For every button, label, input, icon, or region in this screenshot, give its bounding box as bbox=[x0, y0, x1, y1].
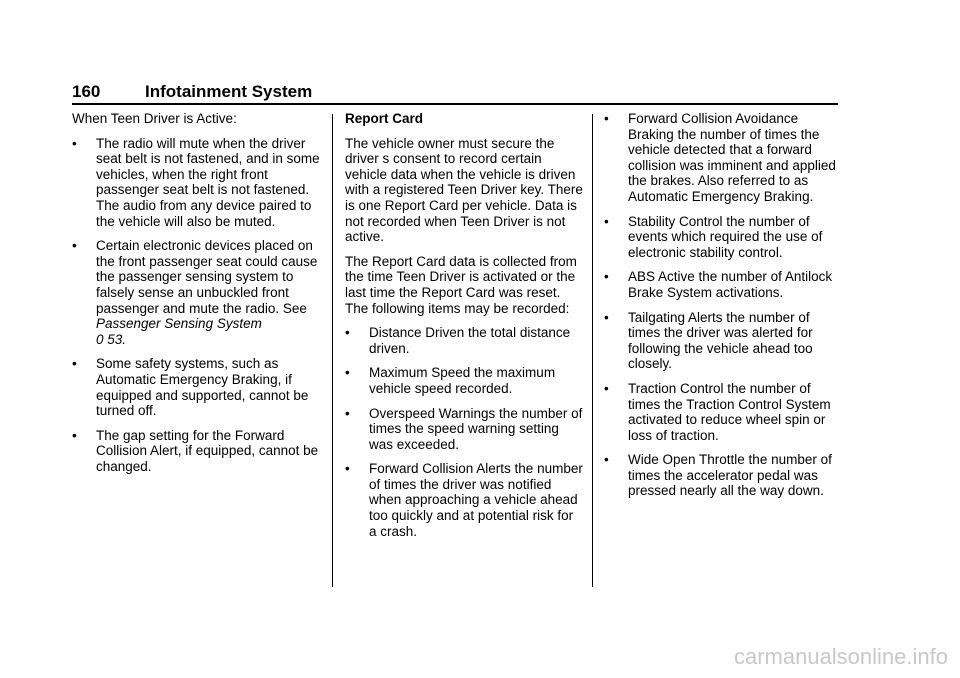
list-item-text: Certain electronic devices placed on the front passenger seat could cause the passenger sensing system to falsely sense an unbuckled front passenger and mute the radio. See bbox=[96, 238, 318, 316]
column-middle bbox=[345, 111, 583, 548]
list-item-text: Forward Collision Avoidance Braking the number of times the vehicle detected that a forward collision was imminent and applied the brakes. Also referred to as Automatic Emergency Braking. bbox=[628, 111, 836, 204]
list-item-text: Traction Control the number of times the Traction Control System activated to reduce wheel spin or loss of traction. bbox=[628, 380, 831, 443]
list-item bbox=[72, 136, 322, 230]
list-item-text: Distance Driven the total distance driven. bbox=[369, 325, 571, 356]
bullet-icon: • bbox=[604, 269, 609, 285]
bullet-icon: • bbox=[604, 309, 609, 325]
list-item bbox=[604, 269, 840, 300]
list-item bbox=[604, 214, 840, 261]
list-item-text: The radio will mute when the driver seat belt is not fastened, and in some vehicles, when the right front passenger seat belt is not fastened. The audio from any device paired to the vehicle will also be muted. bbox=[96, 135, 320, 229]
page-number: 160 bbox=[72, 82, 101, 101]
report-card-heading: Report Card bbox=[345, 111, 424, 126]
reference-link[interactable]: Passenger Sensing System bbox=[96, 316, 262, 332]
column-divider bbox=[332, 114, 333, 587]
column-right bbox=[604, 111, 840, 508]
list-item bbox=[604, 111, 840, 205]
reference-page[interactable]: 0 53. bbox=[96, 331, 127, 347]
paragraph: The vehicle owner must secure the driver s consent to record certain vehicle data when the vehicle is driven with a registered Teen Driver key. There is one Report Card per vehicle. Data is not recorded when Teen Driver is not active. bbox=[345, 135, 583, 245]
list-item bbox=[72, 428, 322, 475]
list-item-text: Wide Open Throttle the number of times the accelerator pedal was pressed nearly all the way down. bbox=[628, 452, 832, 499]
list-item bbox=[72, 356, 322, 418]
list-item-text: Overspeed Warnings the number of times the speed warning setting was exceeded. bbox=[369, 405, 583, 452]
list-item-text: The gap setting for the Forward Collision Alert, if equipped, cannot be changed. bbox=[96, 427, 319, 474]
column-left bbox=[72, 111, 322, 483]
bullet-icon: • bbox=[72, 427, 77, 443]
watermark: carmanualsonline.info bbox=[733, 644, 948, 669]
bullet-icon: • bbox=[604, 452, 609, 468]
list-item-text: Some safety systems, such as Automatic Emergency Braking, if equipped and supported, cannot be turned off. bbox=[96, 356, 309, 419]
list-item bbox=[345, 365, 583, 396]
list-item bbox=[604, 310, 840, 372]
paragraph: The Report Card data is collected from the time Teen Driver is activated or the last time the Report Card was reset. The following items may be recorded: bbox=[345, 253, 577, 316]
bullet-icon: • bbox=[345, 461, 350, 477]
bullet-icon: • bbox=[604, 380, 609, 396]
list-item bbox=[72, 238, 322, 347]
page-header bbox=[72, 82, 838, 104]
list-item bbox=[604, 452, 840, 499]
bullet-icon: • bbox=[72, 135, 77, 151]
list-item-text: Maximum Speed the maximum vehicle speed recorded. bbox=[369, 365, 556, 396]
list-item-text: Forward Collision Alerts the number of times the driver was notified when approaching a vehicle ahead too quickly and at potential risk for a crash. bbox=[369, 461, 583, 539]
bullet-icon: • bbox=[345, 325, 350, 341]
list-item-text: ABS Active the number of Antilock Brake System activations. bbox=[628, 269, 833, 300]
column-divider bbox=[592, 114, 593, 587]
bullet-icon: • bbox=[604, 111, 609, 126]
list-item-text: Stability Control the number of events which required the use of electronic stability control. bbox=[628, 213, 823, 260]
header-rule bbox=[72, 103, 838, 105]
list-item bbox=[345, 406, 583, 453]
bullet-icon: • bbox=[604, 213, 609, 229]
section-title: Infotainment System bbox=[145, 82, 313, 101]
list-item bbox=[345, 325, 583, 356]
list-item-text: Tailgating Alerts the number of times the driver was alerted for following the vehicle ahead too closely. bbox=[628, 309, 813, 372]
bullet-icon: • bbox=[72, 238, 77, 254]
intro-text: When Teen Driver is Active: bbox=[72, 111, 237, 126]
bullet-icon: • bbox=[345, 365, 350, 381]
bullet-icon: • bbox=[72, 356, 77, 372]
bullet-icon: • bbox=[345, 405, 350, 421]
list-item bbox=[345, 461, 583, 539]
list-item bbox=[604, 381, 840, 443]
